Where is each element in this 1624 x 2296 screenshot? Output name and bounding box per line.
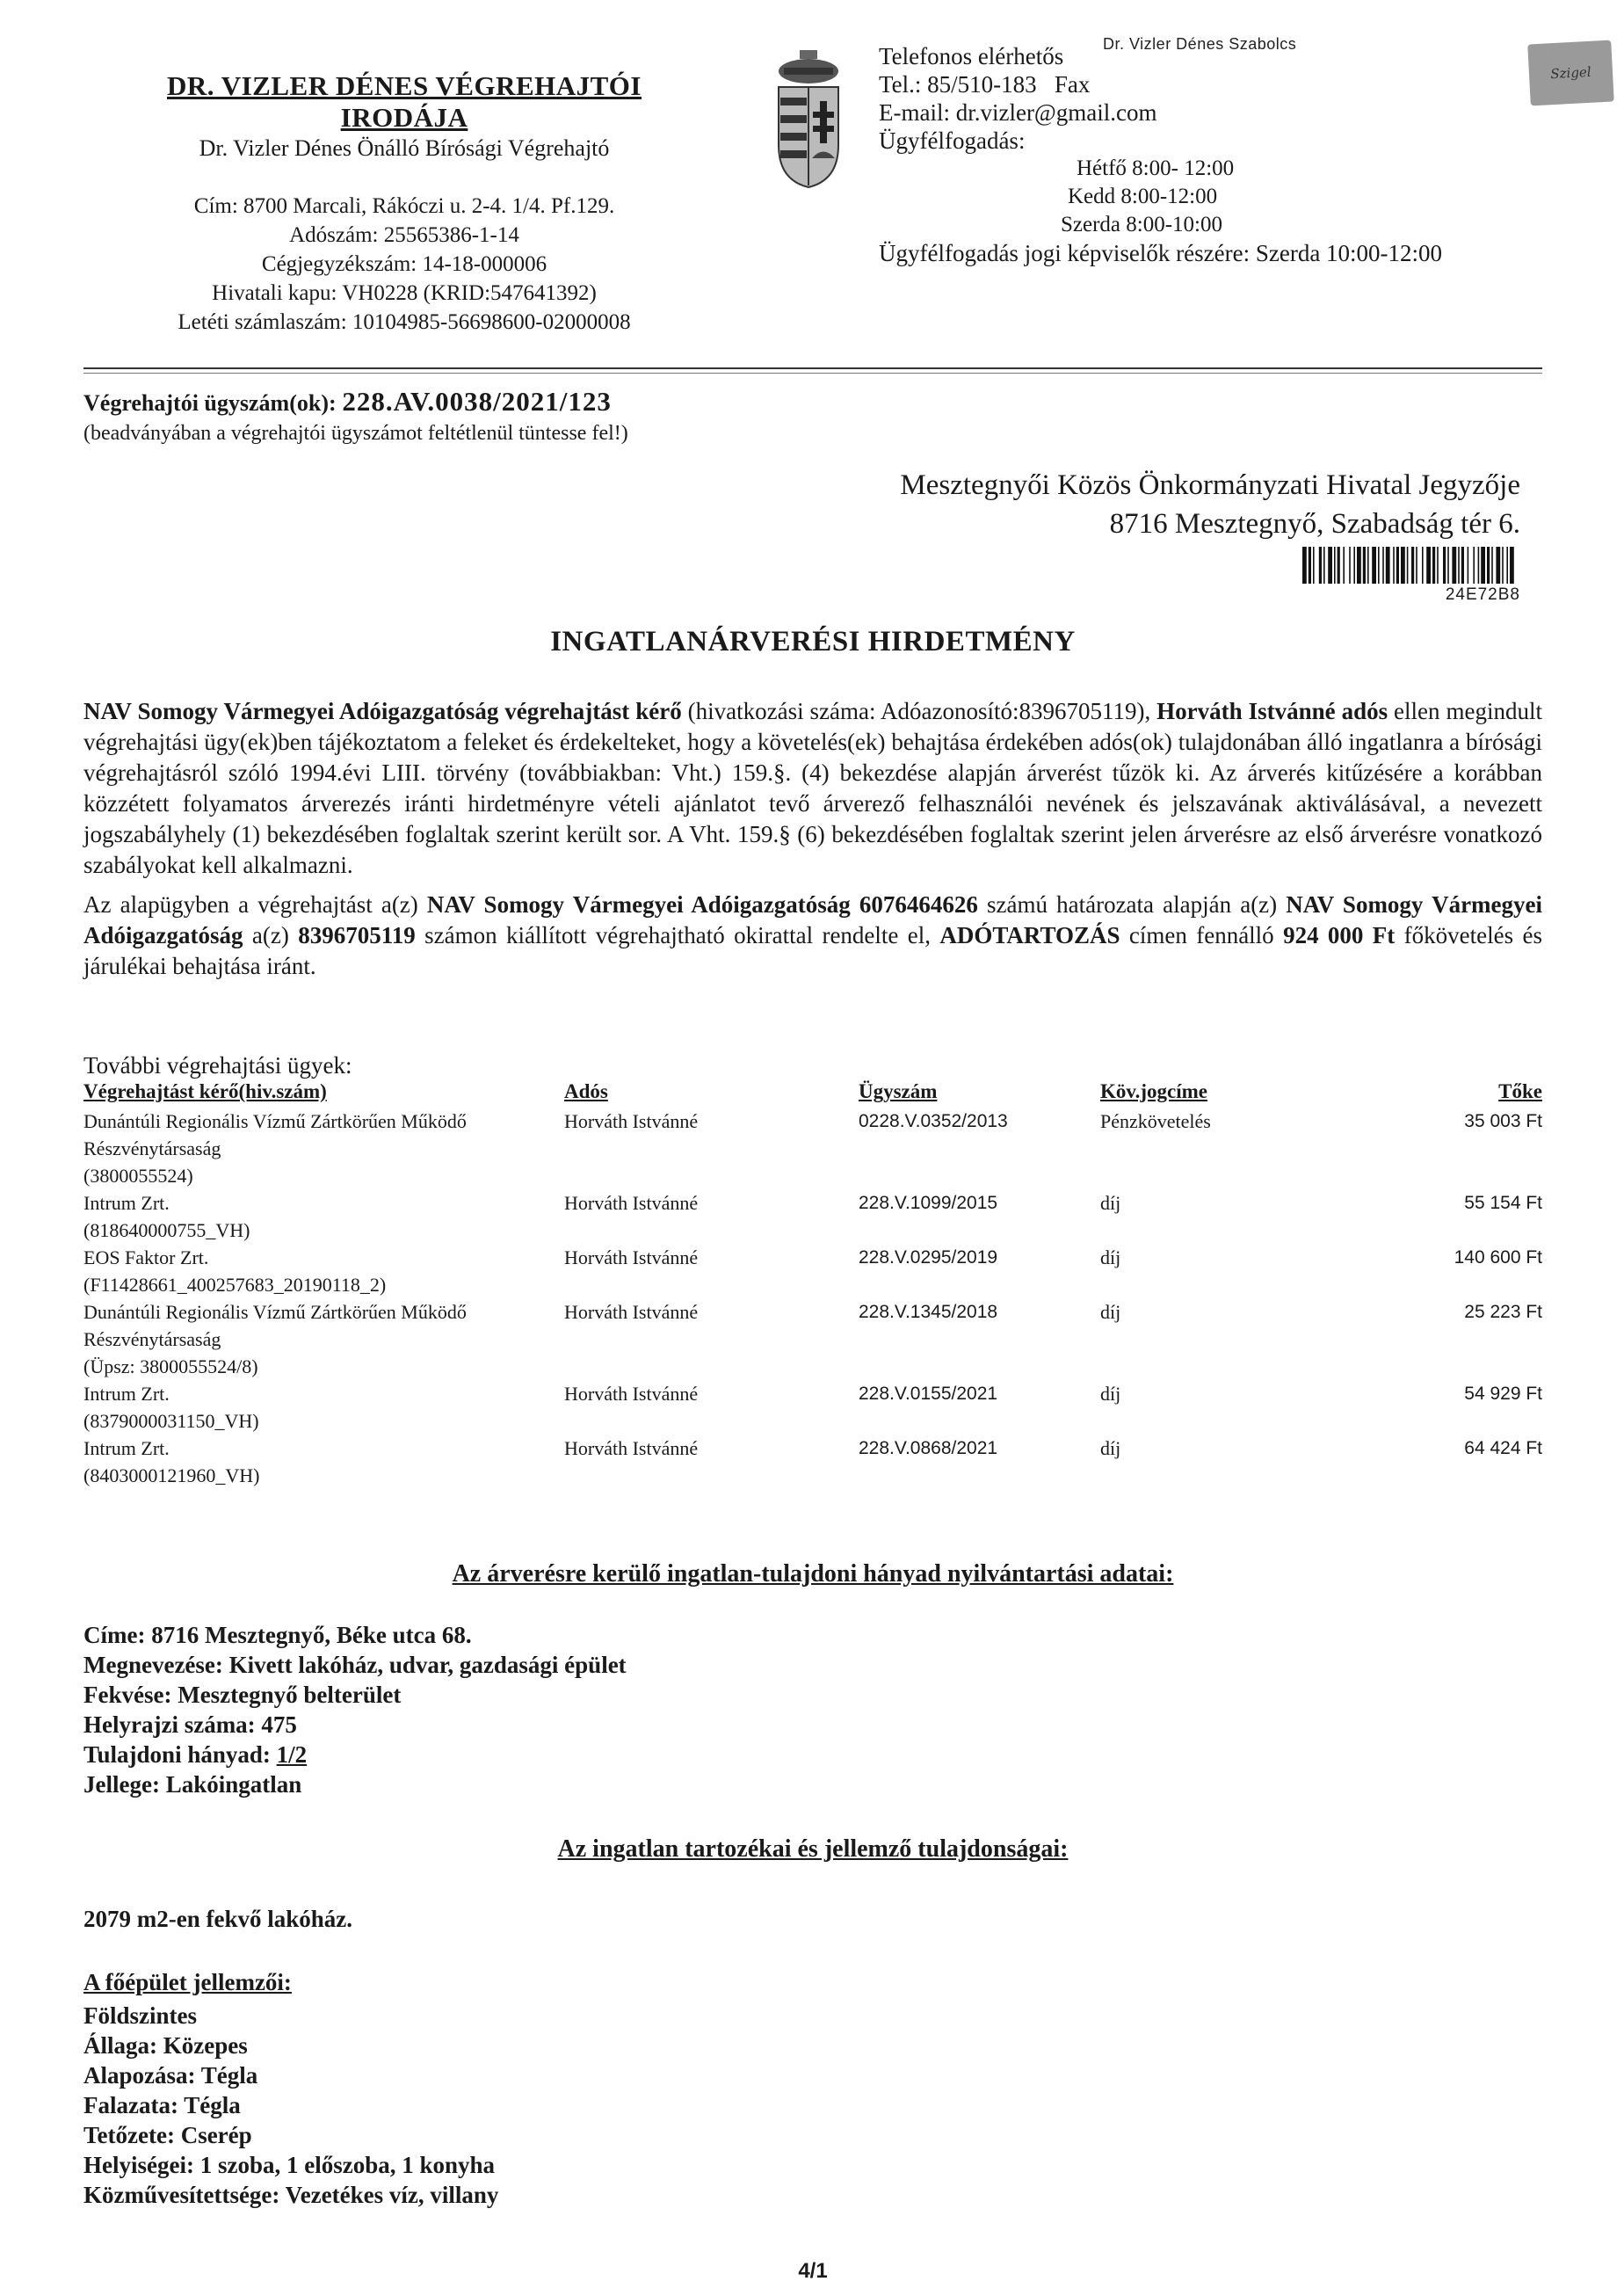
building-foundation: Alapozása: Tégla [83, 2062, 258, 2089]
office-tax-id: Adószám: 25565386-1-14 [289, 223, 519, 247]
accessories-section-title: Az ingatlan tartozékai és jellemző tulajdonságai: [557, 1835, 1069, 1863]
cell-title: Pénzkövetelés [1100, 1110, 1211, 1132]
stamp: Szigel [1527, 40, 1614, 106]
contact-block [879, 42, 1547, 267]
cell-creditor [83, 1298, 564, 1380]
cell-title: díj [1100, 1192, 1121, 1214]
cell-debtor: Horváth Istvánné [564, 1383, 699, 1405]
case-number-line [83, 387, 612, 418]
signature-overlay: Dr. Vizler Dénes Szabolcs [1103, 35, 1490, 63]
basis-bold-1: NAV Somogy Vármegyei Adóigazgatóság 6076464626 [426, 891, 978, 918]
office-company-reg: Cégjegyzékszám: 14-18-000006 [261, 252, 547, 276]
case-number-label: Végrehajtói ügyszám(ok): [83, 390, 337, 416]
case-number-note: (beadványában a végrehajtói ügyszámot feltétlenül tüntesse fel!) [83, 422, 628, 445]
page-number: 4/1 [798, 2259, 828, 2283]
table-row [83, 1244, 1542, 1298]
reception-label: Ügyfélfogadás: [879, 127, 1026, 154]
creditor-line: Intrum Zrt. [83, 1383, 170, 1405]
cell-debtor: Horváth Istvánné [564, 1301, 699, 1323]
main-building-fields [83, 2001, 498, 2210]
cell-case-no: 228.V.1345/2018 [859, 1302, 998, 1322]
table-row [83, 1380, 1542, 1435]
reception-hour-wed: Szerda 8:00-10:00 [1061, 213, 1222, 236]
phone-label: Telefonos elérhetős [879, 43, 1064, 69]
basis-text-1: Az alapügyben a végrehajtást a(z) [83, 891, 427, 918]
cell-debtor: Horváth Istvánné [564, 1246, 699, 1268]
creditor-line: (8403000121960_VH) [83, 1464, 260, 1486]
cell-case-no: 0228.V.0352/2013 [859, 1111, 1008, 1131]
cell-title: díj [1100, 1301, 1121, 1323]
barcode-icon [1301, 547, 1520, 584]
further-cases-label: További végrehajtási ügyek: [83, 1052, 352, 1079]
property-lot-number: Helyrajzi száma: 475 [83, 1711, 297, 1738]
property-designation: Megnevezése: Kivett lakóház, udvar, gazdasági épület [83, 1652, 627, 1678]
cell-debtor: Horváth Istvánné [564, 1192, 699, 1214]
basis-bold-4: ADÓTARTOZÁS [939, 922, 1120, 948]
cell-amount: 55 154 Ft [1464, 1193, 1542, 1213]
property-location: Fekvése: Mesztegnyő belterület [83, 1682, 402, 1708]
barcode-text: 24E72B8 [1445, 585, 1520, 604]
recipient-line1: Mesztegnyői Közös Önkormányzati Hivatal Jegyzője [900, 469, 1520, 501]
debtor-name: Horváth Istvánné adós [1156, 698, 1388, 724]
cell-creditor [83, 1435, 564, 1489]
area-line: 2079 m2-en fekvő lakóház. [83, 1906, 352, 1932]
basis-paragraph [83, 890, 1542, 982]
cell-amount: 140 600 Ft [1454, 1247, 1542, 1268]
creditor-line: Részvénytársaság [83, 1328, 221, 1350]
property-character: Jellege: Lakóingatlan [83, 1771, 302, 1798]
creditor-line: (818640000755_VH) [83, 1219, 250, 1241]
table-header-row [83, 1078, 1542, 1108]
cell-creditor [83, 1380, 564, 1435]
creditor-line: Intrum Zrt. [83, 1437, 170, 1459]
cell-debtor: Horváth Istvánné [564, 1437, 699, 1459]
cell-amount: 25 223 Ft [1464, 1302, 1542, 1322]
header-divider-thin [83, 373, 1542, 374]
building-rooms: Helyiségei: 1 szoba, 1 előszoba, 1 konyha [83, 2152, 496, 2178]
tel-line [879, 70, 1547, 98]
case-number: 228.AV.0038/2021/123 [342, 386, 612, 417]
table-row [83, 1108, 1542, 1189]
building-utilities: Közművesítettsége: Vezetékes víz, villany [83, 2182, 499, 2208]
basis-text-3: a(z) [243, 922, 299, 948]
intro-text-2: ellen megindult végrehajtási ügy(ek)ben tájékoztatom a feleket és érdekelteket, hogy a követelés(ek) behajtása érdekében adós(ok) tulajdonában álló ingatlanra a bírósági végrehajtásról szóló 1994.évi LIII. törvény (továbbiakban: Vht.) 159.§. (4) bekezdése alapján árverést tűzök ki. Az árverés kitűzésére a korábban közzétett folyamatos árverezés iránti hirdetményre vételi ajánlatot tevő árverező felhasználói nevének és jelszavának aktiválásával, a nevezett jogszabályhely (1) bekezdésében foglaltak szerint került sor. A Vht. 159.§ (6) bekezdésében foglaltak szerint jelen árverésre az első árverésre vonatkozó szabályokat kell alkalmazni. [83, 698, 1542, 878]
building-roof: Tetőzete: Cserép [83, 2122, 252, 2148]
creditor-line: Dunántúli Regionális Vízmű Zártkörűen Működő [83, 1110, 467, 1132]
recipient-line2: 8716 Mesztegnyő, Szabadság tér 6. [1109, 508, 1520, 540]
intro-text-1: (hivatkozási száma: Adóazonosító:8396705119), [681, 698, 1157, 724]
principal-amount: 924 000 Ft [1283, 922, 1396, 948]
header-creditor: Végrehajtást kérő(hiv.szám) [83, 1080, 327, 1102]
office-name-line2: IRODÁJA [340, 102, 468, 133]
header-debtor: Adós [564, 1080, 608, 1102]
property-share-label: Tulajdoni hányad: [83, 1741, 277, 1768]
creditor-line: Részvénytársaság [83, 1137, 221, 1159]
creditor-line: (3800055524) [83, 1165, 193, 1187]
creditor-line: (F11428661_400257683_20190118_2) [83, 1274, 387, 1296]
creditor-name: NAV Somogy Vármegyei Adóigazgatóság végrehajtást kérő [83, 698, 682, 724]
property-share [83, 1740, 627, 1769]
property-fields [83, 1620, 627, 1799]
building-condition: Állaga: Közepes [83, 2032, 248, 2059]
cell-title: díj [1100, 1383, 1121, 1405]
main-building-heading: A főépület jellemzői: [83, 1969, 292, 1995]
recipient-address [870, 466, 1520, 543]
building-storeys: Földszintes [83, 2002, 198, 2029]
office-address: Cím: 8700 Marcali, Rákóczi u. 2-4. 1/4. Pf.129. [193, 194, 615, 218]
header-divider [83, 367, 1542, 369]
cell-title: díj [1100, 1246, 1121, 1268]
basis-text-6: főkövetelés és járulékai behajtása iránt. [83, 922, 1542, 979]
table-row [83, 1435, 1542, 1489]
cell-amount: 54 929 Ft [1464, 1384, 1542, 1404]
tel-number: Tel.: 85/510-183 [879, 71, 1037, 98]
creditor-line: (8379000031150_VH) [83, 1410, 259, 1432]
further-cases-table [83, 1078, 1542, 1489]
intro-paragraph [83, 696, 1542, 881]
table-row [83, 1189, 1542, 1244]
cell-title: díj [1100, 1437, 1121, 1459]
document-title: INGATLANÁRVERÉSI HIRDETMÉNY [550, 626, 1076, 658]
creditor-line: Dunántúli Regionális Vízmű Zártkörűen Működő [83, 1301, 467, 1323]
cell-creditor [83, 1189, 564, 1244]
header-title: Köv.jogcíme [1100, 1080, 1207, 1102]
basis-bold-2: NAV Somogy Vármegyei Adóigazgatóság [83, 891, 1543, 948]
coat-of-arms-icon [773, 48, 844, 189]
header-case-no: Ügyszám [859, 1080, 938, 1102]
cell-case-no: 228.V.1099/2015 [859, 1193, 998, 1213]
cell-creditor [83, 1244, 564, 1298]
email-line: E-mail: dr.vizler@gmail.com [879, 99, 1157, 126]
property-address: Címe: 8716 Mesztegnyő, Béke utca 68. [83, 1622, 472, 1648]
basis-text-2: számú határozata alapján a(z) [977, 891, 1287, 918]
creditor-line: EOS Faktor Zrt. [83, 1246, 209, 1268]
office-gate: Hivatali kapu: VH0228 (KRID:547641392) [212, 281, 597, 305]
office-header [132, 70, 677, 337]
cell-case-no: 228.V.0868/2021 [859, 1438, 998, 1458]
cell-amount: 35 003 Ft [1464, 1111, 1542, 1131]
property-section-title: Az árverésre kerülő ingatlan-tulajdoni hányad nyilvántartási adatai: [452, 1560, 1174, 1588]
building-walls: Falazata: Tégla [83, 2092, 241, 2118]
creditor-line: (Üpsz: 3800055524/8) [83, 1355, 258, 1377]
cell-case-no: 228.V.0155/2021 [859, 1384, 998, 1404]
creditor-line: Intrum Zrt. [83, 1192, 170, 1214]
cell-debtor: Horváth Istvánné [564, 1110, 699, 1132]
reception-hour-tue: Kedd 8:00-12:00 [1068, 185, 1218, 208]
legal-reps-hours: Ügyfélfogadás jogi képviselők részére: Szerda 10:00-12:00 [879, 240, 1443, 266]
office-subtitle: Dr. Vizler Dénes Önálló Bírósági Végrehajtó [199, 135, 610, 161]
table-row [83, 1298, 1542, 1380]
basis-text-4: számon kiállított végrehajtható okirattal rendelte el, [415, 922, 940, 948]
office-deposit-account: Letéti számlaszám: 10104985-56698600-02000008 [178, 310, 631, 334]
cell-creditor [83, 1108, 564, 1189]
cell-amount: 64 424 Ft [1464, 1438, 1542, 1458]
header-amount: Tőke [1498, 1080, 1542, 1102]
basis-text-5: címen fennálló [1120, 922, 1284, 948]
office-name-line1: DR. VIZLER DÉNES VÉGREHAJTÓI [167, 70, 642, 101]
reception-hour-mon: Hétfő 8:00- 12:00 [1077, 156, 1235, 180]
basis-bold-3: 8396705119 [298, 922, 416, 948]
fax-label: Fax [1054, 71, 1091, 98]
property-share-value: 1/2 [276, 1741, 308, 1768]
cell-case-no: 228.V.0295/2019 [859, 1247, 998, 1268]
